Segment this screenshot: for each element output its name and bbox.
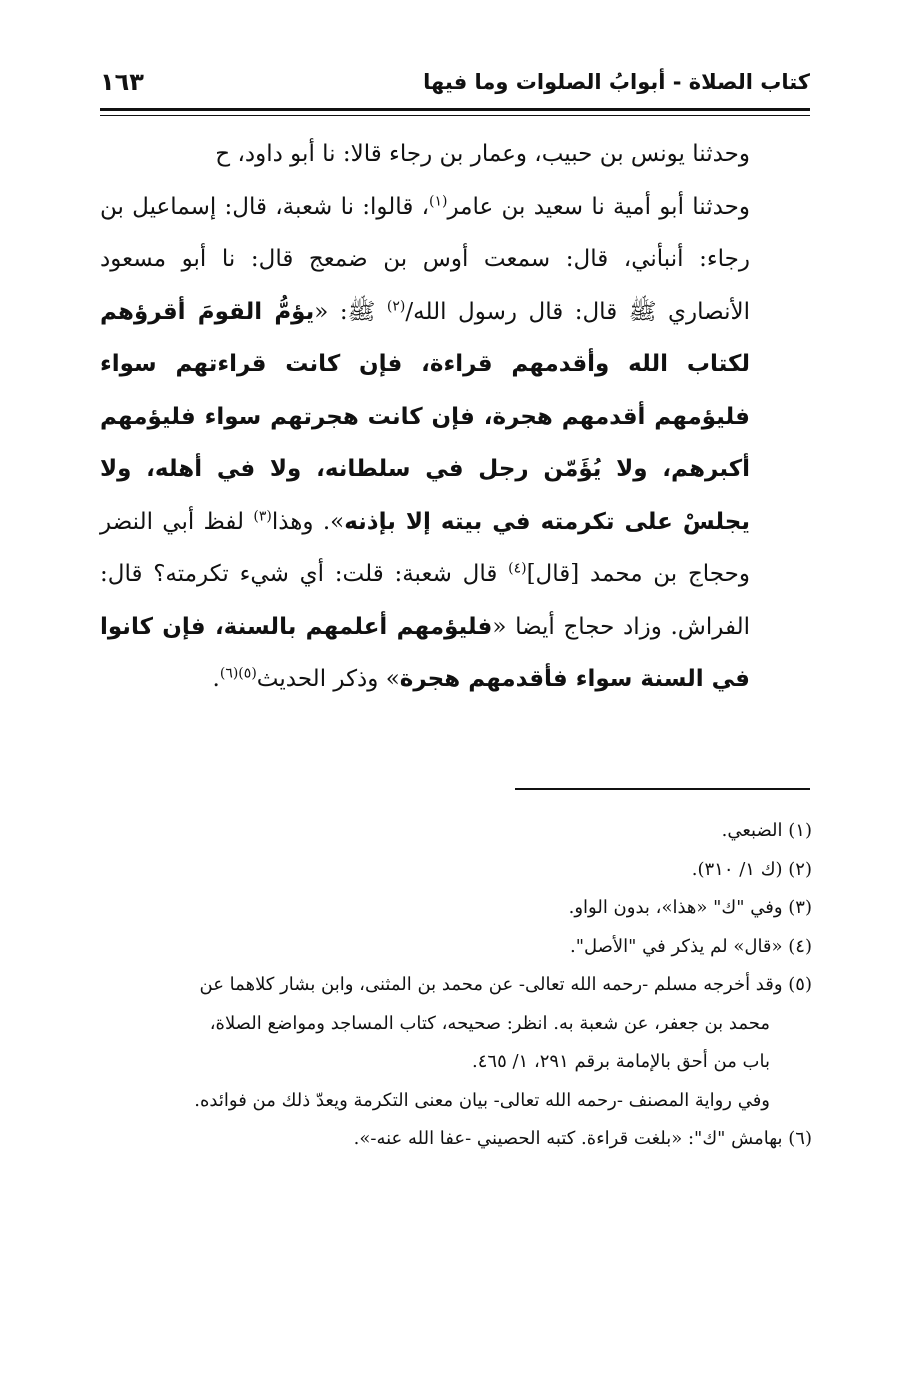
header-rule-thick [100,108,810,111]
text-run: » وذكر الحديث [256,666,400,692]
footnote-5-continued: باب من أحق بالإمامة برقم ٢٩١، ١/ ٤٦٥. [472,1051,770,1072]
footnote-3: (٣) وفي "ك" «هذا»، بدون الواو. [568,897,812,918]
footnote-6: (٦) بهامش "ك": «بلغت قراءة. كتبه الحصيني -عفا الله عنه-». [353,1128,812,1149]
footnote-ref-3: (٣) [253,507,272,524]
chapter-title: كتاب الصلاة - أبوابُ الصلوات وما فيها [423,70,810,94]
text-run: ، قالوا: نا شعبة، قال: إسماعيل بن رجاء: أنبأني، قال: سمعت أوس بن ضمعج قال: نا أبو مسعود الأنصاري ﷺ قال: قال رسول الله/ [100,193,750,325]
paragraph-1: وحدثنا يونس بن حبيب، وعمار بن رجاء قالا: نا أبو داود، ح [215,141,750,167]
header-rule-thin [100,115,810,116]
text-run: ». وهذا [271,508,345,535]
text-run: وحدثنا أبو أمية نا سعيد بن عامر [447,193,750,220]
running-header [100,68,810,108]
text-run: ﷺ: « [314,298,387,325]
text-run: قال شعبة: قلت: أي شيء تكرمته؟ قال: الفراش. وزاد حجاج أيضا « [100,561,750,640]
paragraph-2 [100,181,810,706]
footnote-5-continued: محمد بن جعفر، عن شعبة به. انظر: صحيحه، كتاب المساجد ومواضع الصلاة، [209,1012,770,1034]
footnote-5: (٥) وقد أخرجه مسلم -رحمه الله تعالى- عن محمد بن المثنى، وابن بشار كلاهما عن [199,974,812,995]
hadith-text: يؤمُّ القومَ أقرؤهم لكتاب الله وأقدمهم قراءة، فإن كانت قراءتهم سواء فليؤمهم أقدمهم هجرة، فإن كانت هجرتهم سواء فليؤمهم أكبرهم، ولا يُؤَمّن رجل في سلطانه، ولا في أهله، ولا يجلسْ على تكرمته في بيته إلا بإذنه [100,298,750,535]
hadith-addition: فليؤمهم أعلمهم بالسنة، فإن كانوا في السنة سواء فأقدمهم هجرة [100,613,750,692]
footnote-1: (١) الضبعي. [721,820,812,841]
footnotes [100,812,812,1159]
text-run: . [212,666,220,692]
footnote-ref-4: (٤) [508,560,527,577]
main-text [100,128,810,706]
footnote-ref-1: (١) [429,192,448,209]
footnote-separator [515,788,810,790]
footnote-ref-5-6: (٥)(٦) [219,665,257,682]
text-run: لفظ أبي النضر وحجاج بن محمد [قال] [100,508,750,587]
footnote-2: (٢) (ك ١/ ٣١٠). [691,858,812,880]
footnote-ref-2: (٢) [386,297,406,314]
footnote-5-note: وفي رواية المصنف -رحمه الله تعالى- بيان معنى التكرمة ويعدّ ذلك من فوائده. [194,1089,770,1111]
page-number: ١٦٣ [100,68,144,96]
footnote-4: (٤) «قال» لم يذكر في "الأصل". [569,935,812,957]
